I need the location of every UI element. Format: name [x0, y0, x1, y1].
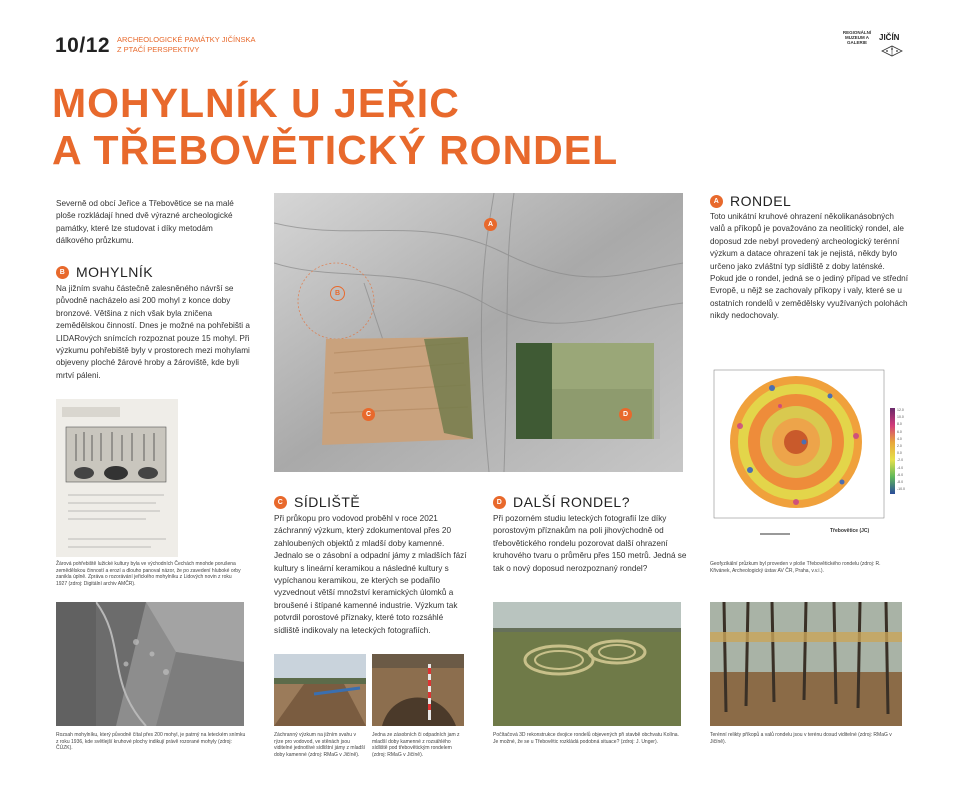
section-heading	[274, 494, 470, 510]
reconstruction-caption: Počítačová 3D rekonstrukce dvojice rondelů objevených při stavbě obchvatu Kolína. Je možné, že se u Třebovětic rozkládá podobná situace? (zdroj: J. Unger).	[493, 732, 679, 745]
map-marker-d: D	[619, 408, 632, 421]
section-title: MOHYLNÍK	[76, 264, 154, 280]
section-mohylnik	[56, 264, 256, 382]
newspaper-image	[56, 399, 178, 557]
colorbar-label: -8.0	[897, 480, 904, 485]
profile-photo	[372, 654, 464, 726]
series-title-sub: Z PTAČÍ PERSPEKTIVY	[117, 45, 200, 54]
section-heading	[493, 494, 693, 510]
series-title-main: ARCHEOLOGICKÉ PAMÁTKY JIČÍNSKA	[117, 35, 256, 44]
trench-caption: Záchranný výzkum na jižním svahu v rýze pro vodovod, ve stěnách jsou viditelné jednotlivé sídlištní jámy z mladší doby kamenné (zdroj: RMaG v Jičíně).	[274, 732, 366, 758]
newspaper-caption: Žárová pohřebiště lužické kultury byla ve východních Čechách mnohde porušena zemědělskou činností a erozí a dlouho panoval názor, že po zavedení hluboké orby zanikla úplně. Zpráva o rozorávání jeřického mohylníku z Lidových novin z roku 1927 (zdroj: Digitální archiv AMČR).	[56, 561, 241, 587]
forest-caption: Terénní relikty příkopů a valů rondelu jsou v terénu dosud viditelné (zdroj: RMaG v Jičíně).	[710, 732, 892, 745]
section-heading	[710, 193, 908, 209]
lidar-relief	[274, 193, 683, 472]
geophysics-plot	[710, 366, 906, 554]
colorbar-label: 10.0	[897, 415, 904, 420]
colorbar-label: -4.0	[897, 465, 904, 470]
map-marker-c: C	[362, 408, 375, 421]
intro-text: Severně od obcí Jeřice a Třebovětice se na malé ploše rozkládají hned dvě výrazné archeologické památky, které lze studovat i díky metodám dálkového průzkumu.	[56, 199, 234, 246]
aerial-bw-photo	[56, 602, 244, 726]
section-badge: B	[56, 266, 69, 279]
section-dalsi-rondel	[493, 494, 693, 575]
forest-photo	[710, 602, 902, 726]
section-title: DALŠÍ RONDEL?	[513, 494, 630, 510]
page-number: 10/12	[55, 34, 111, 57]
colorbar-label: 8.0	[897, 422, 902, 427]
colorbar-label: -10.0	[897, 487, 905, 492]
section-text: Při průkopu pro vodovod proběhl v roce 2021 záchranný výzkum, který zdokumentoval přes 20 zahloubených objektů z mladší doby kamenné. Jednalo se o zásobní a odpadní jámy z mladších fází kultury s lineární keramikou a následné kultury s vypíchanou keramikou, ze kterých se podařilo vyzvednout větší množství keramických úlomků a broušené i štípané kamenné industrie. Výzkum tak potvrdil porostové příznaky, které toto rozsáhlé sídliště indikovaly na leteckých fotografiích.	[274, 514, 467, 635]
plot-title: Třebovětice (JC)	[830, 528, 870, 534]
section-badge: A	[710, 195, 723, 208]
profile-caption: Jedna ze zásobních či odpadních jam z mladší doby kamenné z rozsáhlého sídliště pod třebovětickým rondelem (zdroj: RMaG v Jičíně).	[372, 732, 460, 758]
geophysics-caption: Geofyzikální průzkum byl proveden v ploše Třebovětického rondelu (zdroj: R. Křivánek, Archeologický ústav AV ČR, Praha, v.v.i.).	[710, 561, 881, 574]
colorbar-label: -2.0	[897, 458, 904, 463]
section-sidliste	[274, 494, 470, 637]
logo-city: JIČÍN	[879, 33, 900, 42]
logo-text: REGIONÁLNÍ MUZEUM A GALERIE	[842, 30, 872, 45]
section-badge: C	[274, 496, 287, 509]
museum-logo	[838, 30, 910, 64]
reconstruction-image	[493, 602, 681, 726]
colorbar-label: 4.0	[897, 436, 902, 441]
map-marker-b: B	[330, 286, 345, 301]
series-title	[117, 35, 256, 55]
section-text: Toto unikátní kruhové ohrazení několikanásobných valů a příkopů je považováno za neolitický rondel, ale doposud zde nebyl provedený archeologický terénní výzkum a datace ohrazení tak je nejistá, někdy bylo určeno jako zvláštní typ sídliště z doby laténské. Pokud jde o rondel, jedná se o jediný případ ve střední Evropě, u nějž se zachovaly příkopy i valy, které se u ostatních rondelů v zemědělsky využívaných polohách nikdy nedochovaly.	[710, 212, 908, 321]
lidar-map	[274, 193, 683, 472]
trench-photo	[274, 654, 366, 726]
colorbar-label: 0.0	[897, 451, 902, 456]
section-title: SÍDLIŠTĚ	[294, 494, 361, 510]
colorbar-label: 12.0	[897, 408, 904, 412]
section-badge: D	[493, 496, 506, 509]
title-line-2: A TŘEBOVĚTICKÝ RONDEL	[52, 127, 619, 173]
colorbar-label: 6.0	[897, 429, 902, 434]
logo-icon	[880, 43, 908, 59]
section-title: RONDEL	[730, 193, 792, 209]
title-line-1: MOHYLNÍK U JEŘIC	[52, 80, 460, 126]
aerial-bw-caption: Rozsah mohylníku, který původně čítal přes 200 mohyl, je patrný na leteckém snímku z roku 1936, kde světlejší kruhové plochy indikují právě rozorané mohyly (zdroj: ČÚZK).	[56, 732, 246, 751]
section-rondel	[710, 193, 908, 323]
map-marker-a: A	[484, 218, 497, 231]
colorbar-label: -6.0	[897, 472, 904, 477]
section-heading	[56, 264, 256, 280]
colorbar-labels	[897, 407, 905, 493]
section-text: Na jižním svahu částečně zalesněného návrší se původně nacházelo asi 200 mohyl z konce doby bronzové. Většina z nich však byla zničena zemědělskou činností. Dnes je možné na pohřebišti a LIDARových snímcích rozpoznat pouze 15 mohyl. Při výzkumu pohřebiště byly v prostorech mezi mohylami objeveny ploché žárové hroby a žároviště, kde byli mrtví páleni.	[56, 284, 250, 380]
page-title	[52, 80, 618, 174]
section-text: Při pozorném studiu leteckých fotografií lze díky porostovým příznakům na poli jihovýchodně od třebovětického rondelu pozorovat další ohrazení kruhového tvaru o průměru přes 150 metrů. Jedná se tak o nový doposud nerozpoznaný rondel?	[493, 514, 687, 573]
colorbar-label: 2.0	[897, 444, 902, 449]
